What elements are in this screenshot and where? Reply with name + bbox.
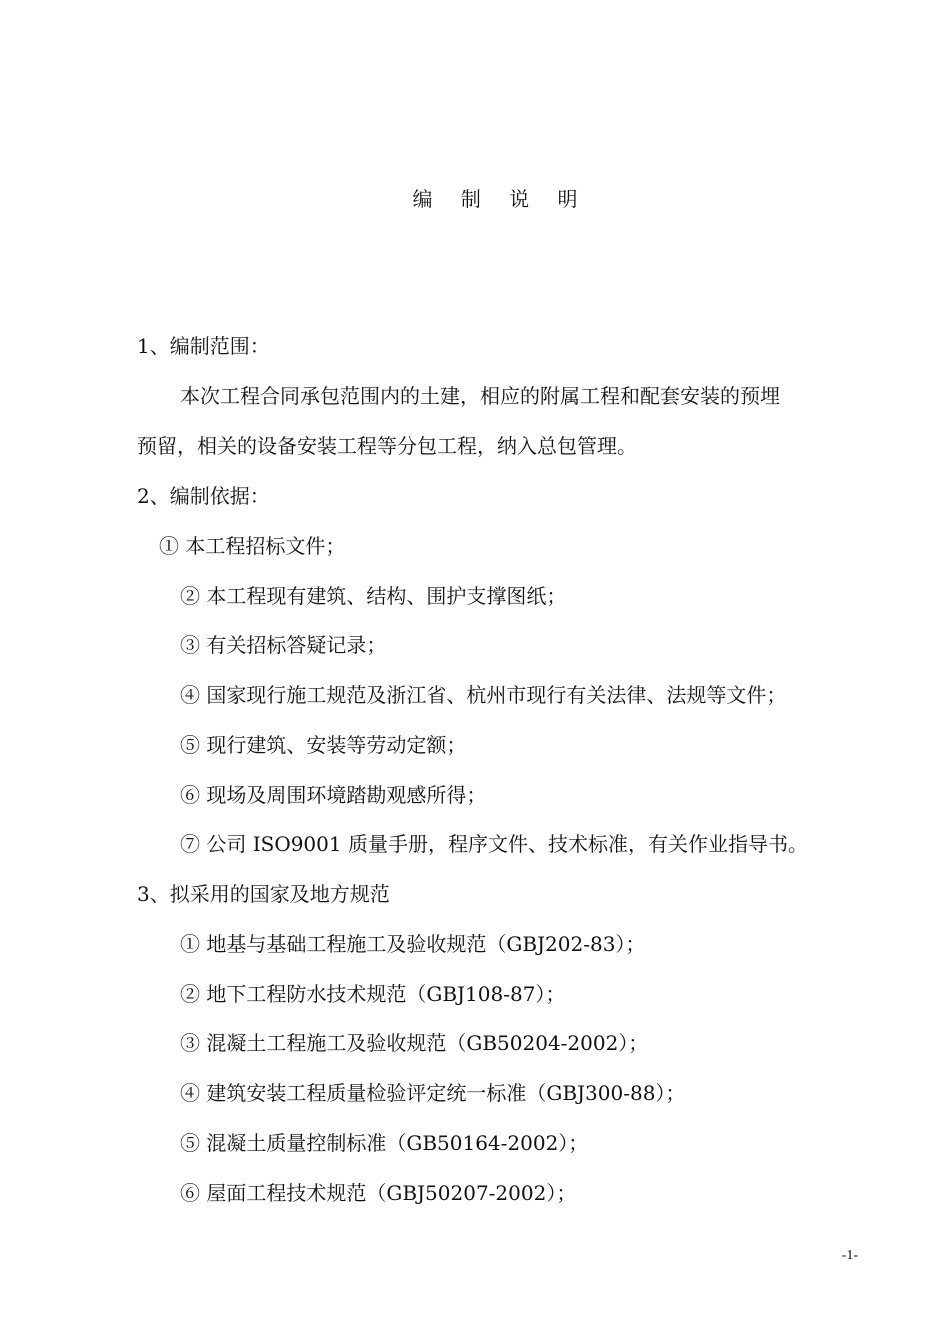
section-1-paragraph-line: 预留，相关的设备安装工程等分包工程，纳入总包管理。 [137, 434, 637, 458]
list-item: ③ 混凝土工程施工及验收规范（GB50204-2002）； [180, 1031, 649, 1055]
section-3-heading: 3、拟采用的国家及地方规范 [137, 882, 390, 906]
list-item: ⑦ 公司 ISO9001 质量手册，程序文件、技术标准，有关作业指导书。 [180, 832, 808, 856]
page-title [0, 183, 950, 212]
title-char: 说 [509, 187, 530, 211]
section-1-paragraph-line: 本次工程合同承包范围内的土建，相应的附属工程和配套安装的预埋 [180, 384, 780, 408]
title-char: 编 [412, 187, 433, 211]
list-item: ② 地下工程防水技术规范（GBJ108-87）； [180, 982, 566, 1006]
title-char: 明 [557, 187, 578, 211]
list-item: ① 地基与基础工程施工及验收规范（GBJ202-83）； [180, 932, 646, 956]
list-item: ④ 建筑安装工程质量检验评定统一标准（GBJ300-88）； [180, 1081, 686, 1105]
list-item: ② 本工程现有建筑、结构、围护支撑图纸； [180, 584, 567, 608]
section-2-heading: 2、编制依据： [137, 484, 270, 508]
list-item: ⑥ 屋面工程技术规范（GBJ50207-2002）； [180, 1181, 577, 1205]
list-item: ① 本工程招标文件； [159, 534, 346, 558]
page-number: -1- [841, 1248, 858, 1263]
list-item: ④ 国家现行施工规范及浙江省、杭州市现行有关法律、法规等文件； [180, 683, 787, 707]
list-item: ⑤ 混凝土质量控制标准（GB50164-2002）； [180, 1131, 589, 1155]
section-1-heading: 1、编制范围： [137, 334, 270, 358]
list-item: ③ 有关招标答疑记录； [180, 633, 387, 657]
list-item: ⑤ 现行建筑、安装等劳动定额； [180, 733, 467, 757]
title-char: 制 [460, 187, 481, 211]
list-item: ⑥ 现场及周围环境踏勘观感所得； [180, 783, 487, 807]
